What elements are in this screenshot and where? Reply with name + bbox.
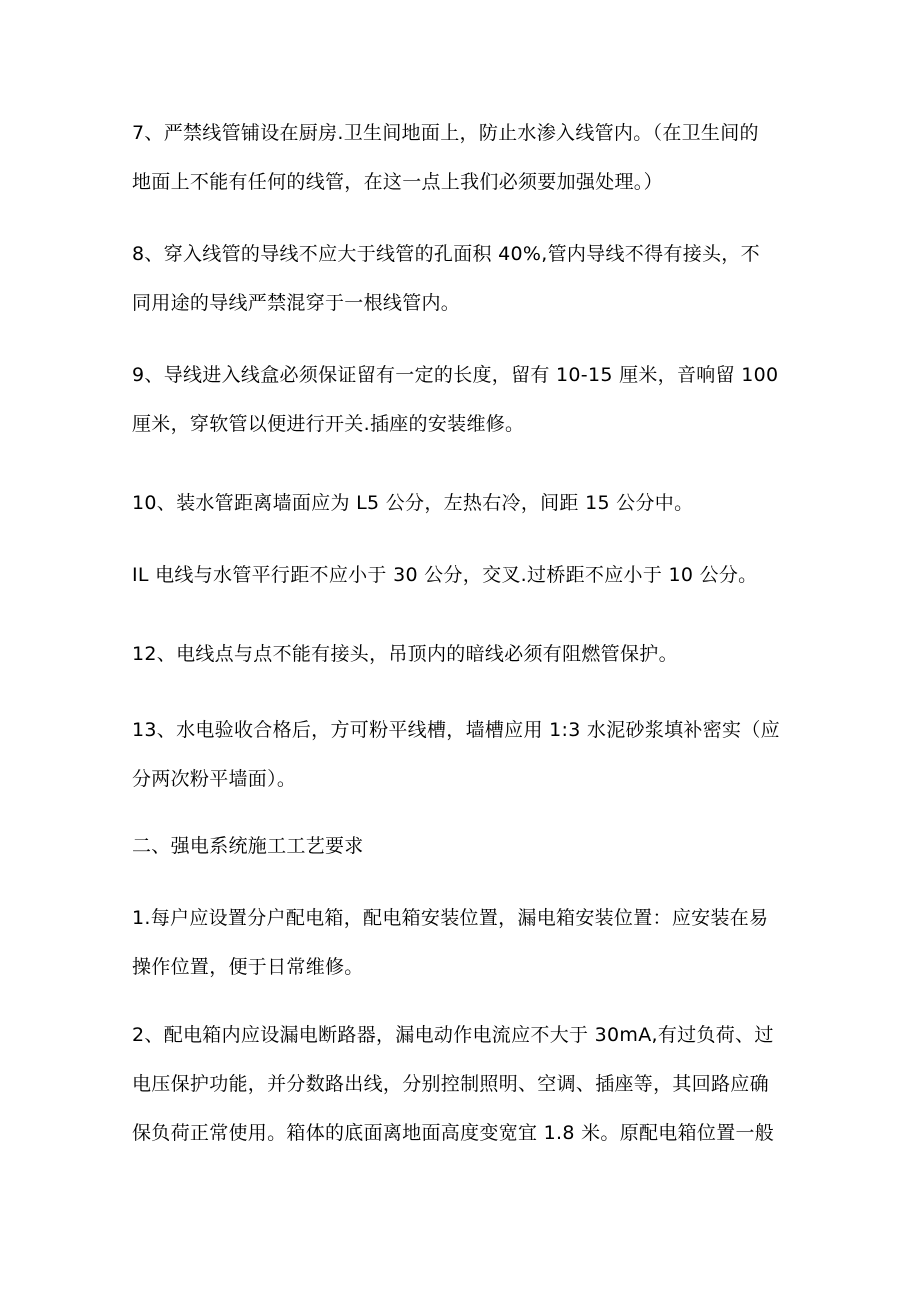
- section-heading: [132, 822, 794, 871]
- text-line: 7、严禁线管铺设在厨房.卫生间地面上，防止水渗入线管内。（在卫生间的: [132, 122, 759, 144]
- paragraph-2: [132, 1011, 794, 1158]
- text-line: 8、穿入线管的导线不应大于线管的孔面积 40%,管内导线不得有接头，不: [132, 243, 760, 265]
- paragraph-1: [132, 894, 794, 992]
- text-line: 13、水电验收合格后，方可粉平线槽，墙槽应用 1:3 水泥砂浆填补密实（应: [132, 719, 780, 741]
- text-line: 2、配电箱内应设漏电断路器，漏电动作电流应不大于 30mA,有过负荷、过: [132, 1024, 774, 1046]
- paragraph-9: [132, 351, 794, 449]
- text-line: 10、装水管距离墙面应为 L5 公分，左热右冷，间距 15 公分中。: [132, 492, 694, 514]
- paragraph-10: [132, 479, 794, 528]
- paragraph-7: [132, 109, 794, 207]
- text-line: 地面上不能有任何的线管，在这一点上我们必须要加强处理。）: [132, 171, 663, 193]
- text-line: 分两次粉平墙面）。: [132, 768, 297, 790]
- text-line: 厘米，穿软管以便进行开关.插座的安装维修。: [132, 413, 525, 435]
- paragraph-11: [132, 551, 794, 600]
- text-line: 9、导线进入线盒必须保证留有一定的长度，留有 10-15 厘米，音响留 100: [132, 364, 779, 386]
- paragraph-12: [132, 630, 794, 679]
- text-line: 电压保护功能，并分数路出线，分别控制照明、空调、插座等，其回路应确: [132, 1073, 769, 1095]
- heading-text: 二、强电系统施工工艺要求: [132, 835, 364, 857]
- text-line: 1.每户应设置分户配电箱，配电箱安装位置，漏电箱安装位置：应安装在易: [132, 907, 769, 929]
- paragraph-13: [132, 706, 794, 804]
- text-line: 保负荷正常使用。箱体的底面离地面高度变宽宜 1.8 米。原配电箱位置一般: [132, 1122, 775, 1144]
- paragraph-8: [132, 230, 794, 328]
- text-line: IL 电线与水管平行距不应小于 30 公分，交叉.过桥距不应小于 10 公分。: [132, 564, 758, 586]
- text-line: 同用途的导线严禁混穿于一根线管内。: [132, 292, 461, 314]
- text-line: 操作位置，便于日常维修。: [132, 956, 364, 978]
- text-line: 12、电线点与点不能有接头，吊顶内的暗线必须有阻燃管保护。: [132, 643, 678, 665]
